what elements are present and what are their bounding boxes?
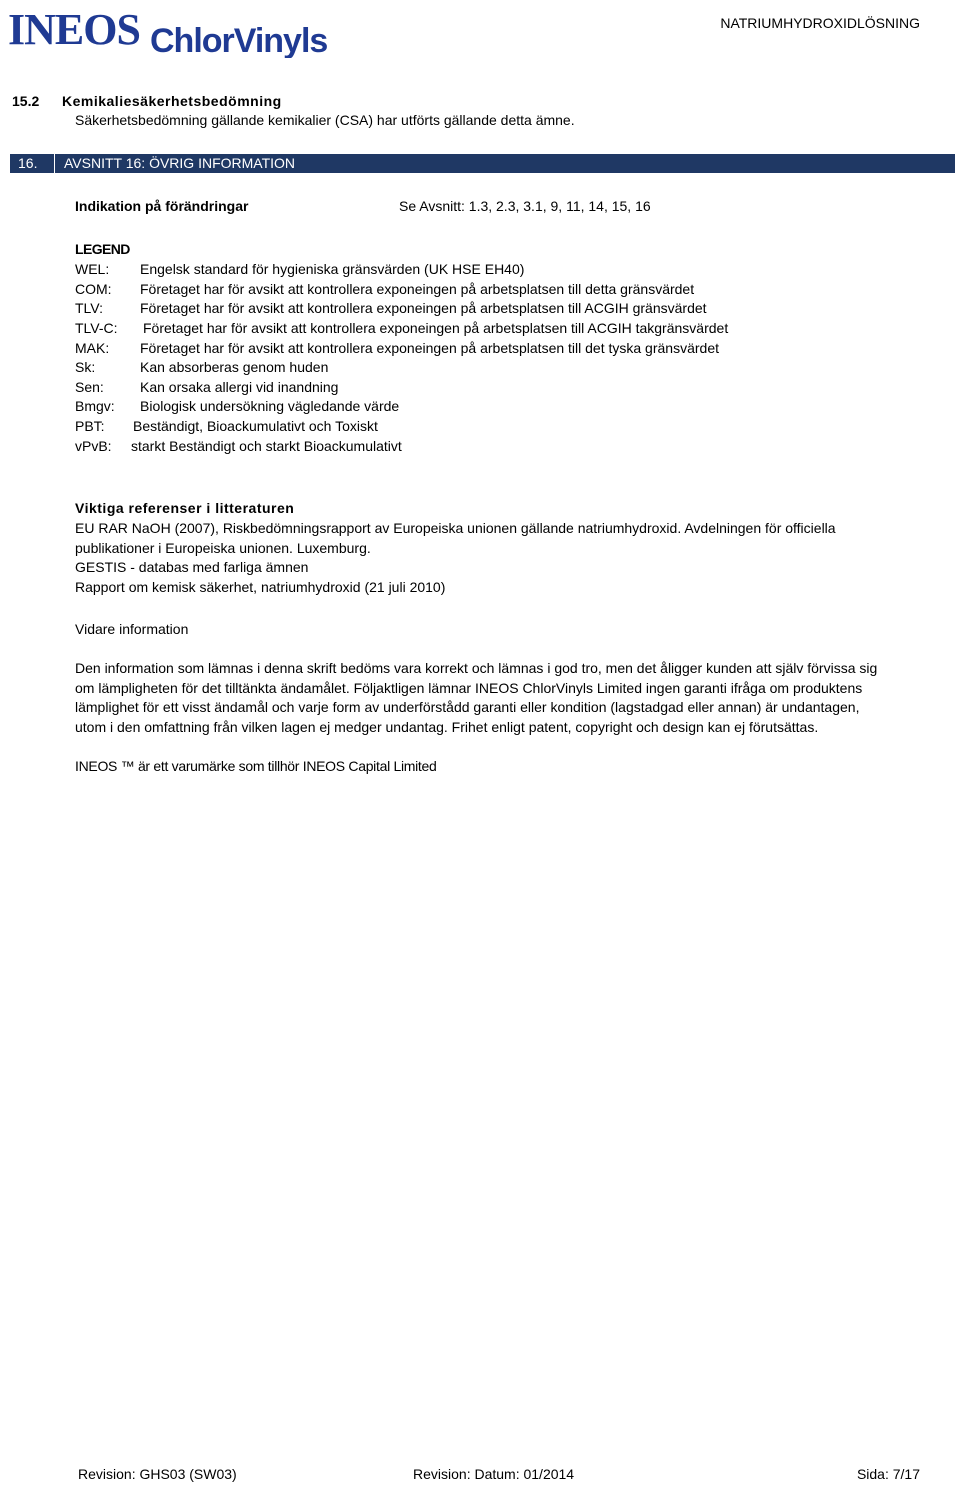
svg-text:ChlorVinyls: ChlorVinyls — [150, 22, 328, 58]
indication-label: Indikation på förändringar — [75, 198, 249, 214]
footer-revision: Revision: GHS03 (SW03) — [78, 1466, 237, 1482]
reference-line: EU RAR NaOH (2007), Riskbedömningsrapport av Europeiska unionen gällande natriumhydroxid. Avdelningen för officiella — [75, 520, 836, 536]
section-15-2-title: Kemikaliesäkerhetsbedömning — [62, 93, 282, 109]
legend-abbr-sk: Sk: — [75, 359, 96, 375]
legend-abbr-wel: WEL: — [75, 261, 110, 277]
further-info-heading: Vidare information — [75, 621, 189, 637]
footer-revision-date: Revision: Datum: 01/2014 — [413, 1466, 575, 1482]
legend-abbr-tlv-c: TLV-C: — [75, 320, 118, 336]
disclaimer-line: lämplighet för ett visst ändamål och varje form av underförstådd garanti eller kondition (lagstadgad eller annan) är undantagen, — [75, 699, 860, 715]
footer-page-number: Sida: 7/17 — [856, 1466, 920, 1482]
legend-def-mak: Företaget har för avsikt att kontrollera exponeingen på arbetsplatsen till det tyska gränsvärdet — [140, 340, 719, 356]
legend-def-tlv: Företaget har för avsikt att kontrollera exponeingen på arbetsplatsen till ACGIH gränsvärdet — [140, 300, 707, 316]
legend-abbr-com: COM: — [75, 281, 112, 297]
legend-def-tlv-c: Företaget har för avsikt att kontrollera exponeingen på arbetsplatsen till ACGIH takgränsvärdet — [143, 320, 729, 336]
section-16-header-bar — [10, 154, 955, 173]
disclaimer-line: Den information som lämnas i denna skrift bedöms vara korrekt och lämnas i god tro, men det åligger kunden att själv förvissa sig — [75, 660, 878, 676]
legend-abbr-pbt: PBT: — [75, 418, 105, 434]
legend-abbr-sen: Sen: — [75, 379, 104, 395]
ineos-chlorvinyls-logo — [8, 6, 338, 58]
reference-line: GESTIS - databas med farliga ämnen — [75, 559, 309, 575]
legend-def-wel: Engelsk standard för hygieniska gränsvärden (UK HSE EH40) — [140, 261, 525, 277]
legend-def-sen: Kan orsaka allergi vid inandning — [140, 379, 339, 395]
legend-abbr-mak: MAK: — [75, 340, 110, 356]
section-15-2-text: Säkerhetsbedömning gällande kemikalier (CSA) har utförts gällande detta ämne. — [75, 112, 575, 128]
references-title: Viktiga referenser i litteraturen — [75, 500, 295, 516]
legend-def-pbt: Beständigt, Bioackumulativt och Toxiskt — [133, 418, 378, 434]
legend-def-bmgv: Biologisk undersökning vägledande värde — [140, 398, 400, 414]
disclaimer-line: utom i den omfattning från vilken lagen ej medger undantag. Frihet enligt patent, copyright och design kan ej förutsättas. — [75, 719, 819, 735]
indication-value: Se Avsnitt: 1.3, 2.3, 3.1, 9, 11, 14, 15, 16 — [399, 198, 651, 214]
legend-abbr-bmgv: Bmgv: — [75, 398, 115, 414]
legend-abbr-vpvb: vPvB: — [75, 438, 112, 454]
legend-def-vpvb: starkt Beständigt och starkt Bioackumulativt — [131, 438, 402, 454]
disclaimer-line: om lämpligheten för det tilltänkta ändamålet. Följaktligen lämnar INEOS ChlorVinyls Limited ingen garanti ifråga om produktens — [75, 680, 863, 696]
section-16-number: 16. — [18, 155, 38, 171]
section-bar-divider — [54, 154, 55, 173]
document-title: NATRIUMHYDROXIDLÖSNING — [720, 15, 920, 31]
reference-line: Rapport om kemisk säkerhet, natriumhydroxid (21 juli 2010) — [75, 579, 446, 595]
legend-def-com: Företaget har för avsikt att kontrollera exponeingen på arbetsplatsen till detta gränsvärdet — [140, 281, 695, 297]
section-16-title: AVSNITT 16: ÖVRIG INFORMATION — [64, 155, 296, 171]
svg-text:INEOS: INEOS — [8, 6, 140, 54]
legend-abbr-tlv: TLV: — [75, 300, 104, 316]
legend-def-sk: Kan absorberas genom huden — [140, 359, 329, 375]
trademark-notice: INEOS ™ är ett varumärke som tillhör INEOS Capital Limited — [75, 758, 437, 774]
reference-line: publikationer i Europeiska unionen. Luxemburg. — [75, 540, 371, 556]
legend-title: LEGEND — [75, 241, 130, 257]
section-15-2-number: 15.2 — [12, 93, 40, 109]
